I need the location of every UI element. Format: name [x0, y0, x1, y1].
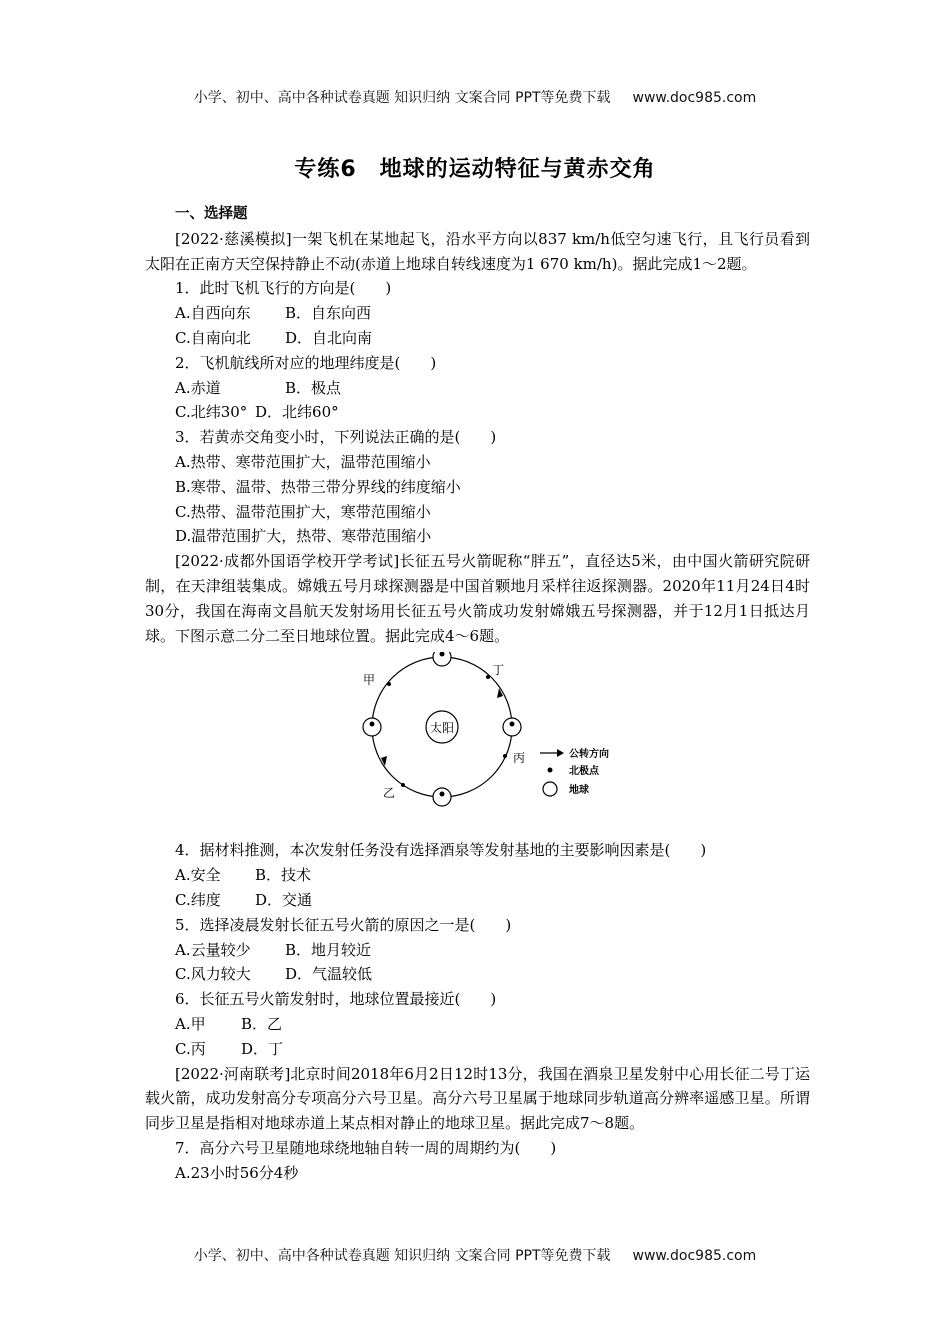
option-b: B．乙 [241, 1014, 283, 1033]
option-row [145, 400, 810, 425]
option-row [145, 376, 810, 401]
earth-top [433, 652, 451, 666]
option-d: D．自北向南 [285, 328, 373, 347]
option-a: A.赤道 [175, 378, 221, 397]
question-4 [145, 838, 810, 912]
legend-earth: 地球 [569, 785, 589, 797]
header-banner [0, 87, 950, 107]
material-1: [2022·慈溪模拟]一架飞机在某地起飞，沿水平方向以837 km/h低空匀速飞行，且飞行员看到太阳在正南方天空保持静止不动(赤道上地球自转线速度为1 670 km/h)。据此完成1～2题。 [145, 229, 810, 273]
question-6 [145, 987, 810, 1061]
material-2: [2022·成都外国语学校开学考试]长征五号火箭昵称“胖五”，直径达5米，由中国火箭研究院研制，在天津组装集成。嫦娥五号月球探测器是中国首颗地月采样往返探测器。2020年11月24日4时30分，我国在海南文昌航天发射场用长征五号火箭成功发射嫦娥五号探测器，并于12月1日抵达月球。下图示意二分二至日地球位置。据此完成4～6题。 [145, 552, 810, 645]
option-c: C.丙 [175, 1039, 206, 1058]
question-3 [145, 425, 810, 549]
option-a: A.甲 [175, 1014, 206, 1033]
option-b: B.寒带、温带、热带三带分界线的纬度缩小 [175, 477, 461, 496]
north-pole-dot [370, 722, 375, 727]
option-row [145, 938, 810, 963]
north-pole-dot [440, 792, 445, 797]
option-row [145, 863, 810, 888]
option-b: B．极点 [285, 378, 342, 397]
earth-bottom [433, 788, 451, 806]
option-row [145, 962, 810, 987]
earth-right [503, 718, 521, 736]
material-3: [2022·河南联考]北京时间2018年6月2日12时13分，我国在酒泉卫星发射中心用长征二号丁运载火箭，成功发射高分专项高分六号卫星。高分六号卫星属于地球同步轨道高分辨率遥感卫星。所谓同步卫星是指相对地球赤道上某点相对静止的地球卫星。据此完成7～8题。 [145, 1064, 810, 1133]
banner-url[interactable]: www.doc985.com [632, 1248, 757, 1264]
position-bing-dot [503, 754, 507, 758]
position-yi-dot [401, 783, 405, 787]
option-row [145, 1037, 810, 1062]
label-ding: 丁 [492, 663, 505, 678]
option-d: D．北纬60° [255, 403, 339, 422]
option-c: C.北纬30° [175, 403, 248, 422]
label-bing: 丙 [513, 751, 526, 766]
option-c: C.自南向北 [175, 328, 251, 347]
orbit-figure [145, 652, 810, 832]
legend-north-pole: 北极点 [569, 766, 599, 778]
option-row [145, 888, 810, 913]
sun-label: 太阳 [429, 721, 455, 736]
orbit-diagram [345, 652, 665, 832]
label-jia: 甲 [363, 673, 376, 688]
question-7 [145, 1136, 810, 1186]
revolution-arrow-left [381, 756, 387, 766]
option-row [145, 301, 810, 326]
banner-url[interactable]: www.doc985.com [632, 90, 757, 106]
position-ding-dot [486, 675, 490, 679]
revolution-arrow-right [497, 688, 503, 698]
option-a: A.自西向东 [175, 304, 251, 323]
legend-pole-icon [548, 768, 553, 773]
question-stem: 1．此时飞机飞行的方向是( ) [175, 279, 392, 298]
option-d: D.温带范围扩大，热带、寒带范围缩小 [175, 527, 432, 546]
option-d: D．交通 [255, 890, 313, 909]
question-stem: 3．若黄赤交角变小时，下列说法正确的是( ) [175, 428, 497, 447]
option-b: B．地月较近 [285, 940, 372, 959]
question-stem: 4．据材料推测，本次发射任务没有选择酒泉等发射基地的主要影响因素是( ) [175, 841, 707, 860]
option-b: B．自东向西 [285, 304, 372, 323]
page-title: 专练6 地球的运动特征与黄赤交角 [294, 157, 656, 182]
option-row [145, 1012, 810, 1037]
option-row [145, 326, 810, 351]
question-stem: 7．高分六号卫星随地球绕地轴自转一周的周期约为( ) [175, 1138, 557, 1157]
question-stem: 6．长征五号火箭发射时，地球位置最接近( ) [175, 990, 497, 1009]
question-1 [145, 276, 810, 350]
question-stem: 2．飞机航线所对应的地理纬度是( ) [175, 353, 437, 372]
option-a: A.23小时56分4秒 [175, 1163, 299, 1182]
banner-text: 小学、初中、高中各种试卷真题 知识归纳 文案合同 PPT等免费下载 [193, 90, 611, 106]
legend-earth-icon [543, 782, 557, 796]
north-pole-dot [510, 722, 515, 727]
option-d: D．气温较低 [285, 965, 373, 984]
option-c: C.热带、温带范围扩大，寒带范围缩小 [175, 502, 431, 521]
option-b: B．技术 [255, 866, 312, 885]
earth-left [363, 718, 381, 736]
legend-direction: 公转方向 [569, 749, 609, 761]
option-c: C.纬度 [175, 890, 221, 909]
option-a: A.云量较少 [175, 940, 251, 959]
question-5 [145, 913, 810, 987]
label-yi: 乙 [383, 786, 396, 801]
banner-text: 小学、初中、高中各种试卷真题 知识归纳 文案合同 PPT等免费下载 [193, 1248, 611, 1264]
footer-banner [0, 1245, 950, 1265]
option-a: A.安全 [175, 866, 221, 885]
option-a: A.热带、寒带范围扩大，温带范围缩小 [175, 452, 431, 471]
document-body [145, 202, 810, 1186]
position-jia-dot [387, 682, 391, 686]
option-c: C.风力较大 [175, 965, 251, 984]
legend [540, 747, 609, 796]
section-heading: 一、选择题 [175, 206, 248, 222]
question-stem: 5．选择凌晨发射长征五号火箭的原因之一是( ) [175, 915, 512, 934]
question-2 [145, 351, 810, 425]
option-d: D．丁 [241, 1039, 284, 1058]
